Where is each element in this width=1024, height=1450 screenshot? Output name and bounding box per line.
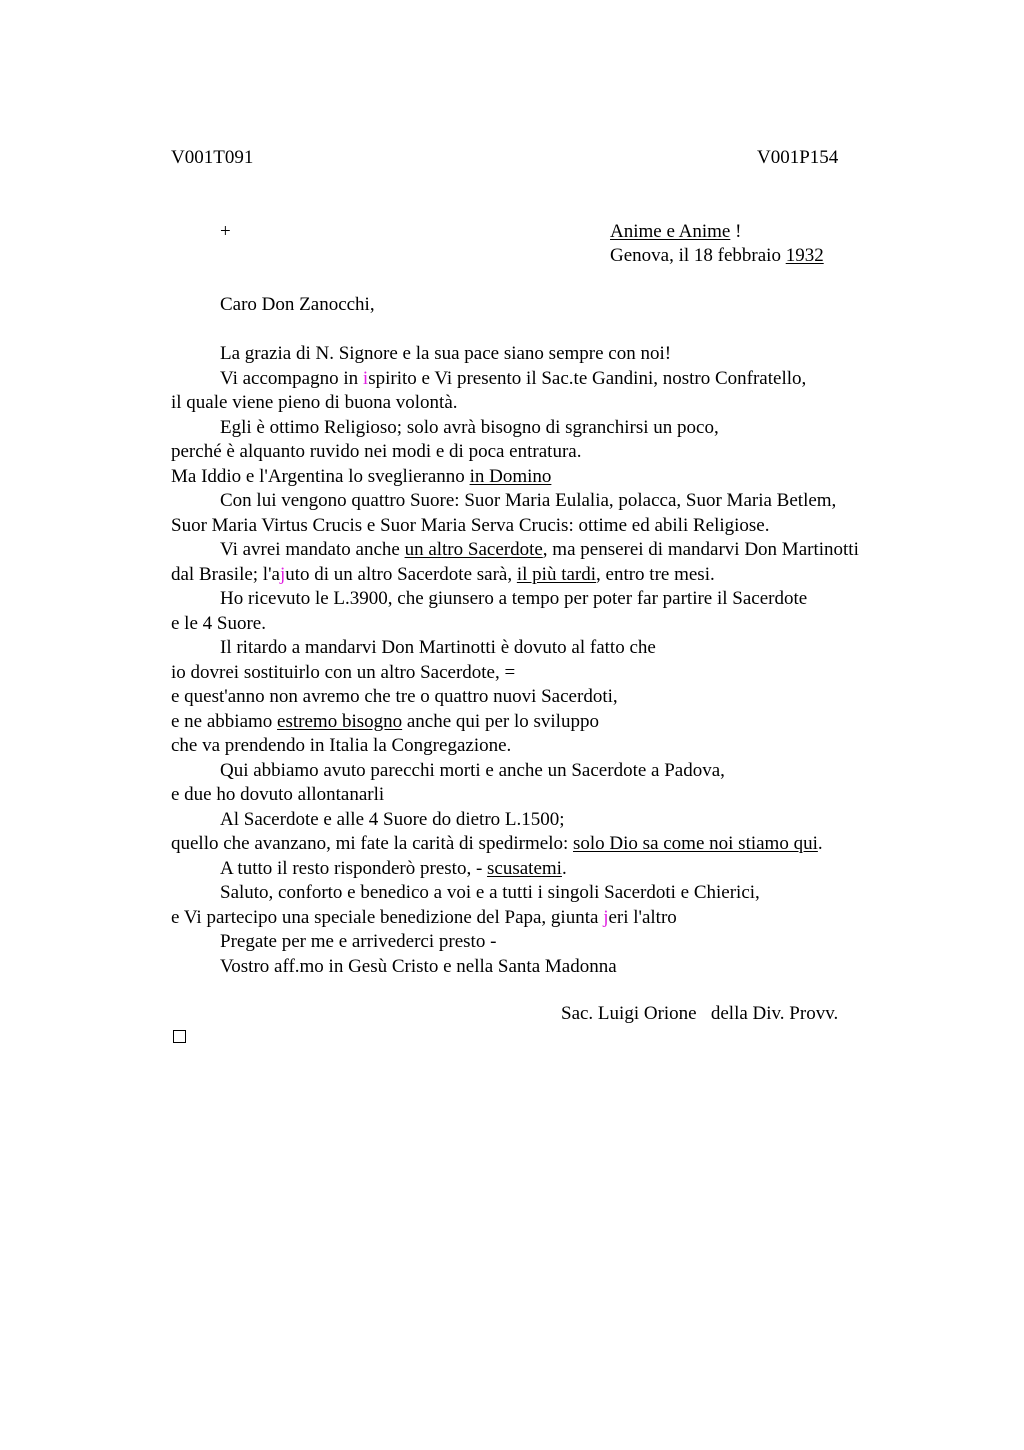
checkbox-square-icon — [173, 1030, 186, 1043]
body-line: e Vi partecipo una speciale benedizione del Papa, giunta jeri l'altro — [171, 906, 677, 928]
dateline-prefix: Genova, il 18 febbraio — [610, 245, 786, 266]
body-line: Ma Iddio e l'Argentina lo sveglieranno in Domino — [171, 465, 552, 487]
body-line: che va prendendo in Italia la Congregazione. — [171, 735, 512, 756]
cross-mark: + — [220, 221, 231, 242]
body-line: A tutto il resto risponderò presto, - scusatemi. — [220, 857, 567, 879]
body-line: Pregate per me e arrivederci presto - — [220, 931, 497, 952]
body-line: io dovrei sostituirlo con un altro Sacerdote, = — [171, 661, 516, 683]
body-line: e quest'anno non avremo che tre o quattro nuovi Sacerdoti, — [171, 686, 618, 707]
body-line: e ne abbiamo estremo bisogno anche qui per lo sviluppo — [171, 710, 599, 732]
body-line: Vostro aff.mo in Gesù Cristo e nella Santa Madonna — [220, 955, 617, 977]
motto-after: ! — [730, 221, 742, 242]
motto-text: Anime e Anime — [610, 221, 731, 242]
signature: Sac. Luigi Orione della Div. Provv. — [561, 1003, 839, 1024]
body-line: La grazia di N. Signore e la sua pace siano sempre con noi! — [220, 343, 672, 364]
body-line: Con lui vengono quattro Suore: Suor Maria Eulalia, polacca, Suor Maria Betlem, — [220, 490, 837, 511]
dateline-year: 1932 — [785, 245, 824, 266]
body-line: quello che avanzano, mi fate la carità di spedirmelo: solo Dio sa come noi stiamo qui. — [171, 833, 823, 854]
body-line: e due ho dovuto allontanarli — [171, 784, 385, 805]
dateline — [610, 244, 824, 268]
motto — [610, 220, 741, 244]
body-line: dal Brasile; l'ajuto di un altro Sacerdote sarà, il più tardi, entro tre mesi. — [171, 563, 715, 585]
body-line: Suor Maria Virtus Crucis e Suor Maria Serva Crucis: ottime ed abili Religiose. — [171, 514, 770, 536]
body-line: perché è alquanto ruvido nei modi e di poca entratura. — [171, 441, 582, 462]
letter-body — [171, 342, 931, 979]
body-line: Vi accompagno in ispirito e Vi presento il Sac.te Gandini, nostro Confratello, — [220, 367, 807, 389]
body-line: Egli è ottimo Religioso; solo avrà bisogno di sgranchirsi un poco, — [220, 416, 719, 438]
body-line: Vi avrei mandato anche un altro Sacerdote, ma penserei di mandarvi Don Martinotti — [220, 539, 859, 560]
body-line: Il ritardo a mandarvi Don Martinotti è dovuto al fatto che — [220, 637, 656, 658]
body-line: Al Sacerdote e alle 4 Suore do dietro L.1500; — [220, 808, 565, 830]
body-line: Qui abbiamo avuto parecchi morti e anche un Sacerdote a Padova, — [220, 759, 725, 781]
header-left-code: V001T091 — [171, 147, 254, 168]
body-line: e le 4 Suore. — [171, 612, 266, 634]
header-right-code: V001P154 — [757, 147, 839, 168]
body-line: il quale viene pieno di buona volontà. — [171, 392, 458, 413]
body-line: Saluto, conforto e benedico a voi e a tutti i singoli Sacerdoti e Chierici, — [220, 882, 760, 903]
salutation: Caro Don Zanocchi, — [220, 294, 375, 315]
body-line: Ho ricevuto le L.3900, che giunsero a tempo per poter far partire il Sacerdote — [220, 588, 808, 609]
